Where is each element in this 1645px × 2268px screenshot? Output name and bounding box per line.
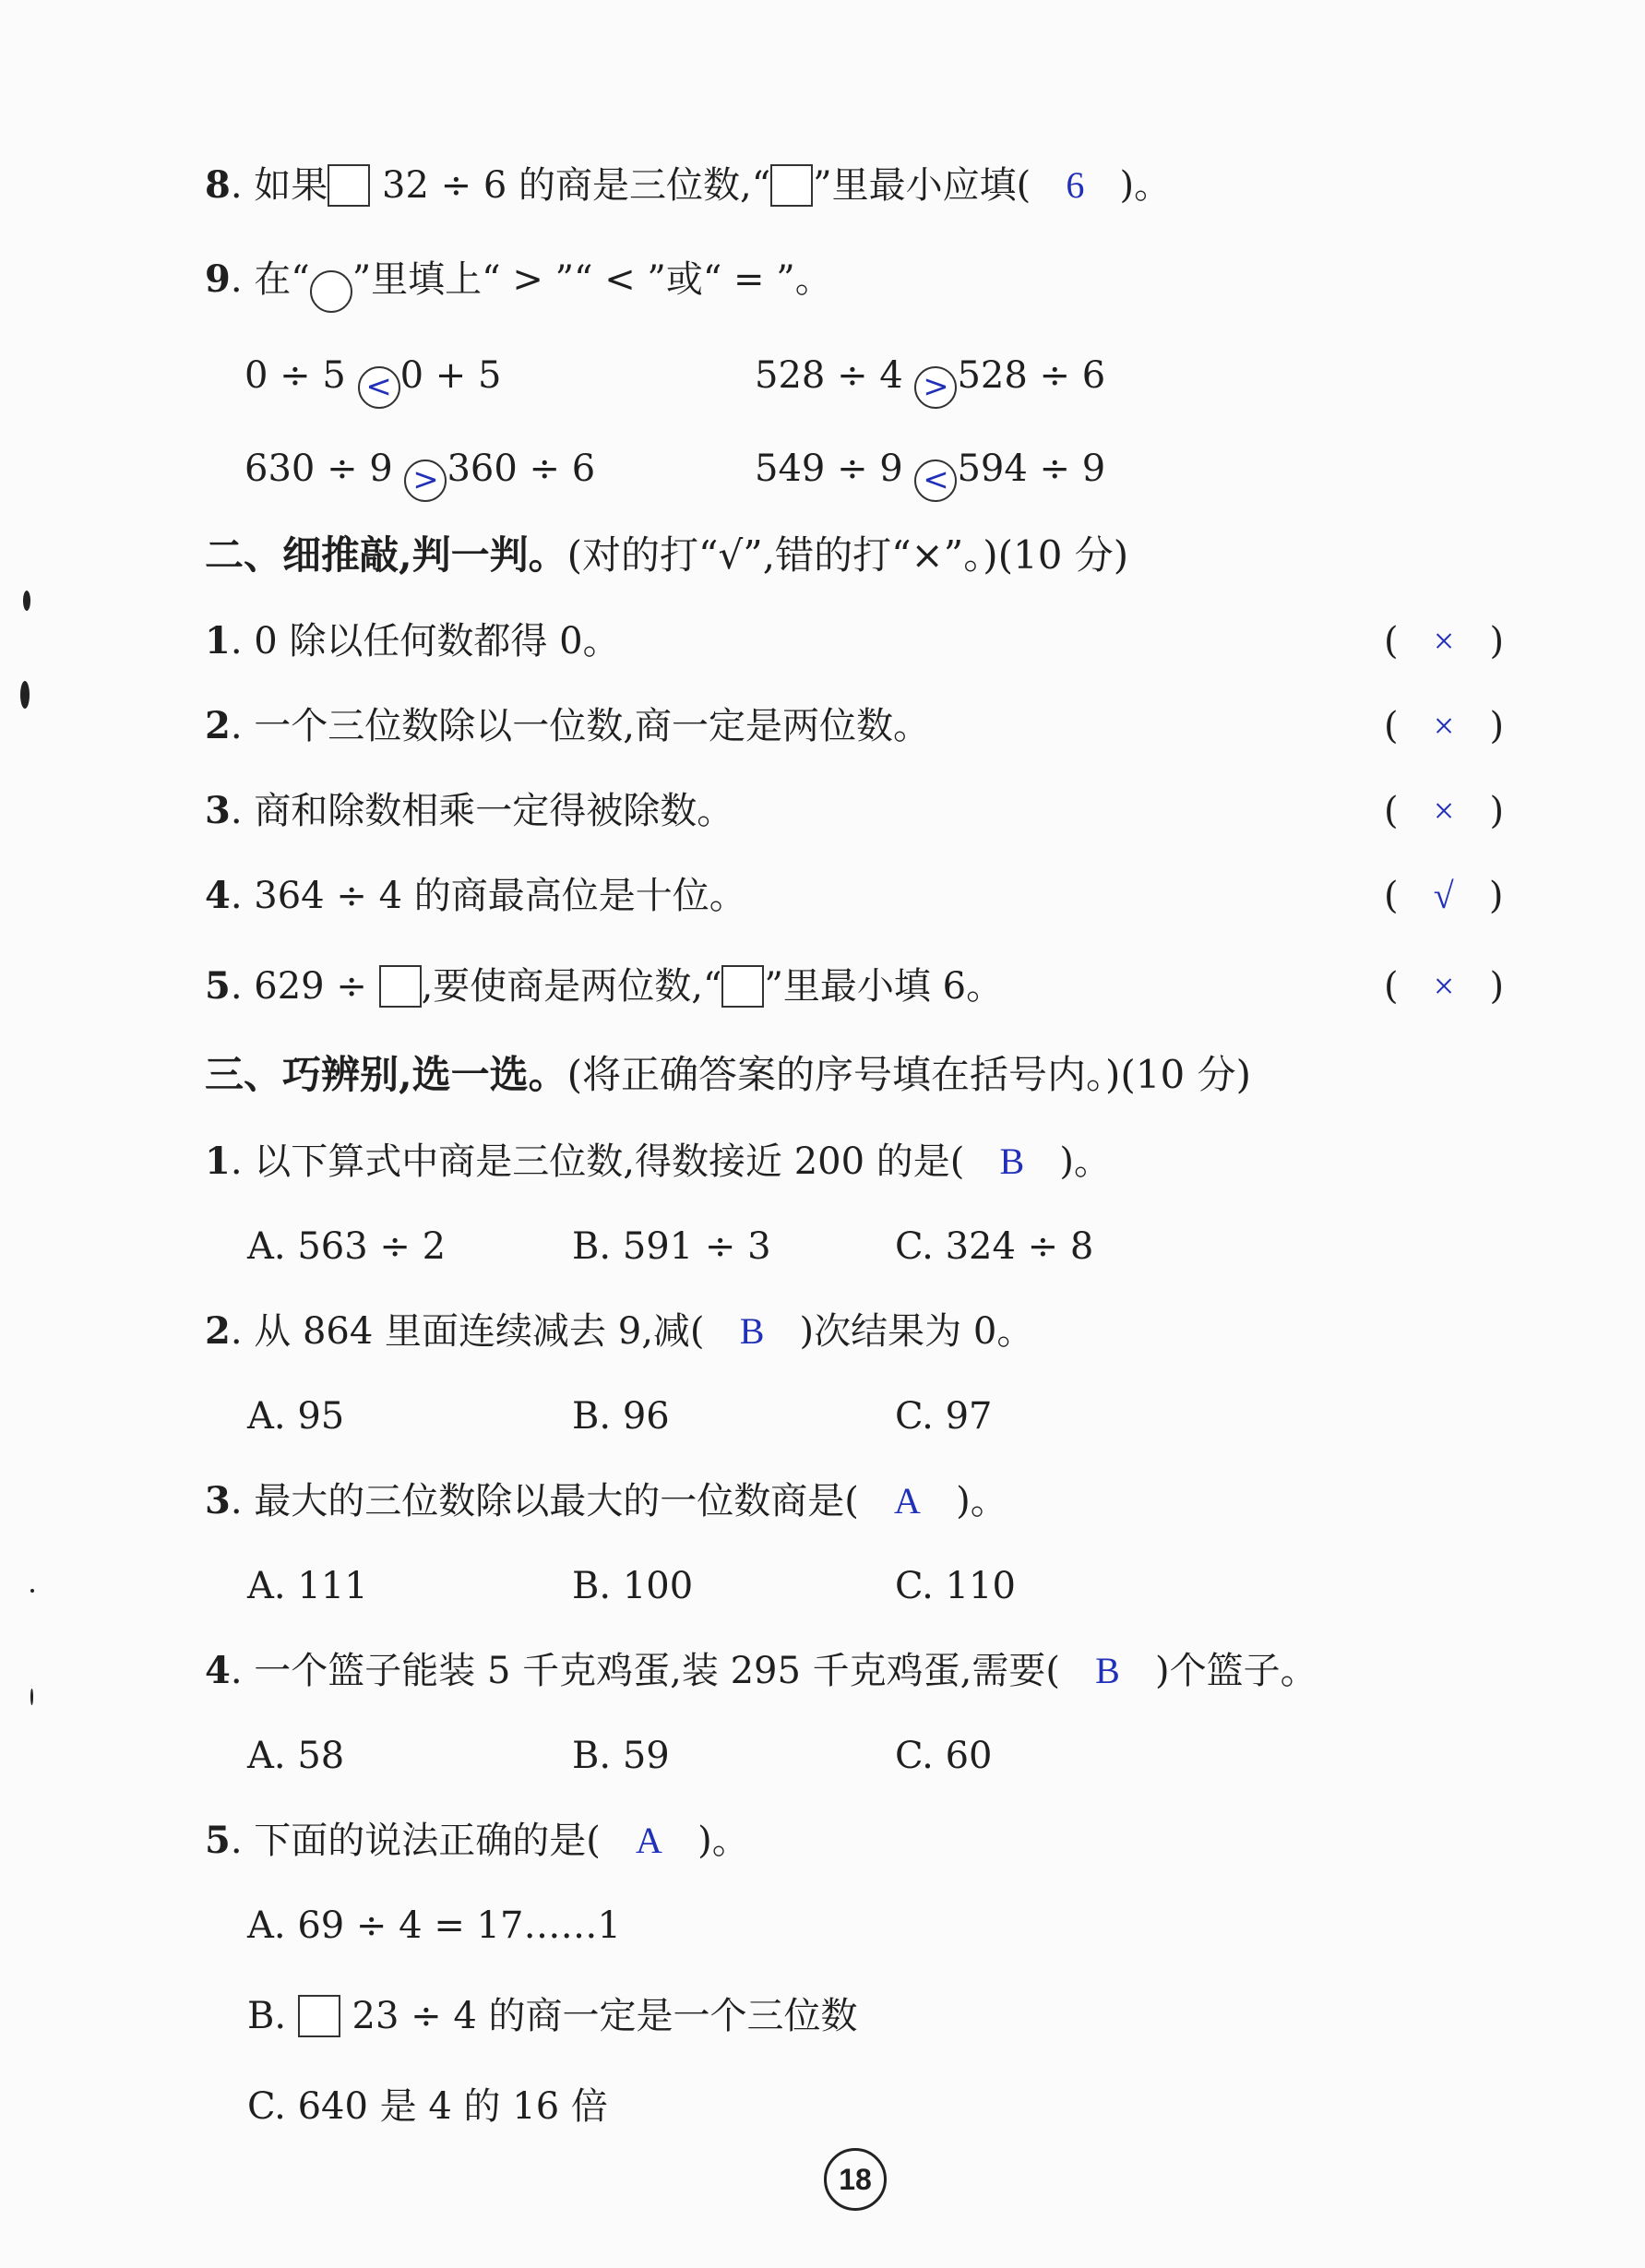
answer-circle: > xyxy=(914,366,957,409)
option-a: A. 95 xyxy=(247,1395,345,1438)
question-text: . 最大的三位数除以最大的一位数商是( xyxy=(230,1480,859,1522)
option-c: C. 110 xyxy=(895,1565,1016,1607)
judge-item-4 xyxy=(205,873,746,919)
question-text: )。 xyxy=(697,1820,749,1862)
question-number: 4 xyxy=(205,874,231,917)
answer-paren: ( × ) xyxy=(1384,965,1505,1008)
question-text: . 629 ÷ xyxy=(230,965,379,1008)
answer-paren: ( × ) xyxy=(1384,790,1505,832)
question-text: . 一个篮子能装 5 千克鸡蛋,装 295 千克鸡蛋,需要( xyxy=(230,1650,1060,1692)
answer-circle: < xyxy=(358,366,400,409)
question-8 xyxy=(205,162,1171,209)
answer: × xyxy=(1433,965,1455,1007)
question-text: . 从 864 里面连续减去 9,减( xyxy=(230,1310,705,1353)
question-number: 5 xyxy=(205,1819,231,1862)
compare-right: 594 ÷ 9 xyxy=(957,448,1106,490)
scan-mark xyxy=(30,1589,34,1593)
question-text: )。 xyxy=(956,1480,1007,1522)
answer-circle: < xyxy=(914,460,957,502)
question-number: 1 xyxy=(205,619,231,662)
question-text: ”里最小应填( xyxy=(813,164,1031,207)
section-note: (对的打“√”,错的打“×”。)(10 分) xyxy=(566,532,1129,578)
compare-left: 0 ÷ 5 xyxy=(244,354,346,397)
blank-box xyxy=(770,164,813,207)
question-9 xyxy=(205,257,832,313)
option-c: C. 324 ÷ 8 xyxy=(895,1225,1094,1268)
question-text: 32 ÷ 6 的商是三位数,“ xyxy=(370,164,771,207)
question-text: . 0 除以任何数都得 0。 xyxy=(230,620,620,662)
question-number: 4 xyxy=(205,1649,231,1692)
answer: × xyxy=(1433,790,1455,831)
question-text: . 商和除数相乘一定得被除数。 xyxy=(230,790,734,832)
blank-box xyxy=(298,1995,340,2037)
compare-item xyxy=(244,446,595,502)
option-a: A. 58 xyxy=(247,1735,345,1777)
choice-question-1 xyxy=(205,1139,1111,1185)
choice-question-2 xyxy=(205,1308,1033,1355)
option-b: B. 59 xyxy=(572,1735,670,1777)
compare-item xyxy=(244,352,501,409)
answer: 6 xyxy=(1066,164,1085,206)
section-note: (将正确答案的序号填在括号内。)(10 分) xyxy=(566,1052,1251,1097)
option-b: B. 591 ÷ 3 xyxy=(572,1225,771,1268)
page-number: 18 xyxy=(824,2148,887,2211)
question-text: ”里最小填 6。 xyxy=(764,965,1004,1008)
compare-left: 630 ÷ 9 xyxy=(244,448,393,490)
judge-item-3 xyxy=(205,788,733,834)
choice-question-3 xyxy=(205,1478,1007,1524)
option-c: C. 640 是 4 的 16 倍 xyxy=(247,2085,608,2128)
question-number: 5 xyxy=(205,964,231,1008)
answer: × xyxy=(1433,705,1455,746)
question-number: 9 xyxy=(205,257,231,301)
question-text: )个篮子。 xyxy=(1154,1650,1317,1692)
question-number: 1 xyxy=(205,1140,231,1183)
section-2-heading xyxy=(205,532,1128,579)
answer: √ xyxy=(1433,875,1454,916)
option-b xyxy=(247,1993,858,2039)
scan-mark xyxy=(23,591,30,611)
scan-mark xyxy=(20,681,30,709)
section-3-heading xyxy=(205,1052,1251,1098)
blank-box xyxy=(721,965,764,1008)
question-number: 3 xyxy=(205,789,231,832)
option-text: 23 ÷ 4 的商一定是一个三位数 xyxy=(340,1995,858,2037)
option-a: A. 69 ÷ 4 = 17……1 xyxy=(247,1904,621,1947)
question-text: )。 xyxy=(1059,1140,1111,1183)
option-c: C. 97 xyxy=(895,1395,993,1438)
question-number: 8 xyxy=(205,163,231,207)
answer: A xyxy=(636,1820,662,1861)
question-text: )。 xyxy=(1119,164,1172,207)
option-a: A. 111 xyxy=(247,1565,368,1607)
choice-question-4 xyxy=(205,1648,1317,1694)
choice-question-5 xyxy=(205,1818,749,1864)
option-b: B. 100 xyxy=(572,1565,694,1607)
answer-paren: ( √ ) xyxy=(1384,875,1504,917)
compare-right: 528 ÷ 6 xyxy=(957,354,1106,397)
judge-item-2 xyxy=(205,703,930,749)
blank-circle xyxy=(310,270,352,313)
answer-circle: > xyxy=(404,460,447,502)
answer: B xyxy=(999,1140,1025,1182)
compare-item xyxy=(755,446,1105,502)
question-text: ,要使商是两位数,“ xyxy=(421,965,722,1008)
question-text: ”里填上“ > ”“ < ”或“ = ”。 xyxy=(352,258,832,301)
option-b: B. 96 xyxy=(572,1395,670,1438)
blank-box xyxy=(328,164,370,207)
section-title: 三、巧辨别,选一选。 xyxy=(205,1052,567,1097)
question-text: . 364 ÷ 4 的商最高位是十位。 xyxy=(230,875,746,917)
question-text: . 以下算式中商是三位数,得数接近 200 的是( xyxy=(230,1140,965,1183)
compare-right: 360 ÷ 6 xyxy=(447,448,596,490)
compare-left: 549 ÷ 9 xyxy=(755,448,903,490)
judge-item-1 xyxy=(205,618,620,664)
question-text: . 在“ xyxy=(230,258,310,301)
option-label: B. xyxy=(247,1995,298,2037)
scan-mark xyxy=(30,1689,33,1705)
question-text: . 如果 xyxy=(230,164,328,207)
question-text: . 下面的说法正确的是( xyxy=(230,1820,601,1862)
answer-paren: ( × ) xyxy=(1384,705,1505,747)
question-number: 2 xyxy=(205,704,231,747)
answer: B xyxy=(1095,1650,1120,1691)
compare-item xyxy=(755,352,1105,409)
compare-right: 0 + 5 xyxy=(399,354,502,397)
question-number: 3 xyxy=(205,1479,231,1522)
blank-box xyxy=(379,965,422,1008)
question-number: 2 xyxy=(205,1309,231,1353)
question-text: )次结果为 0。 xyxy=(799,1310,1034,1353)
section-title: 二、细推敲,判一判。 xyxy=(205,532,567,578)
option-c: C. 60 xyxy=(895,1735,993,1777)
answer-paren: ( × ) xyxy=(1384,620,1505,662)
judge-item-5 xyxy=(205,963,1003,1009)
answer: × xyxy=(1433,620,1455,662)
answer: B xyxy=(739,1310,765,1352)
question-text: . 一个三位数除以一位数,商一定是两位数。 xyxy=(230,705,930,747)
answer: A xyxy=(894,1480,921,1522)
option-a: A. 563 ÷ 2 xyxy=(247,1225,447,1268)
compare-left: 528 ÷ 4 xyxy=(755,354,903,397)
